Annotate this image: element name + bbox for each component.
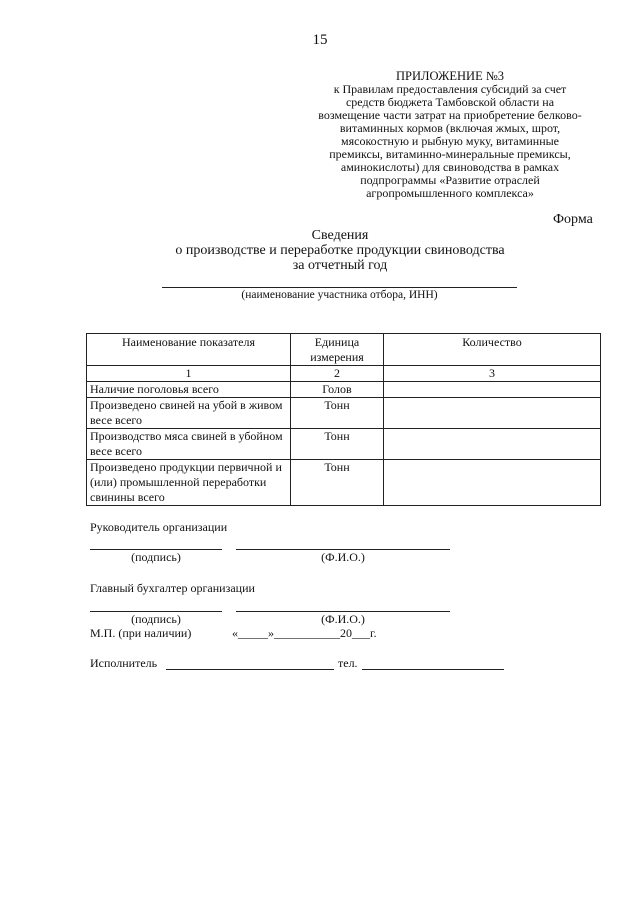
indicator-quantity[interactable] <box>384 460 601 506</box>
appendix-line: аминокислоты) для свиноводства в рамках <box>340 160 560 174</box>
column-number: 1 <box>87 366 291 382</box>
indicator-unit: Тонн <box>291 398 384 429</box>
participant-caption: (наименование участника отбора, ИНН) <box>241 289 438 301</box>
table-row <box>87 382 601 398</box>
document-title-line: Сведения <box>311 228 369 243</box>
appendix-line: агропромышленного комплекса» <box>366 186 534 200</box>
table-row <box>87 429 601 460</box>
indicator-quantity[interactable] <box>384 382 601 398</box>
phone-label: тел. <box>338 656 358 670</box>
appendix-line: возмещение части затрат на приобретение белково- <box>318 108 582 122</box>
head-label: Руководитель организации <box>90 520 228 534</box>
indicator-name: Произведено свиней на убой в живом весе всего <box>87 398 291 429</box>
column-number: 2 <box>291 366 384 382</box>
table-row <box>87 460 601 506</box>
document-title-line: за отчетный год <box>292 258 388 273</box>
form-label: Форма <box>553 212 593 227</box>
head-name-caption: (Ф.И.О.) <box>321 550 365 564</box>
appendix-header <box>300 70 600 200</box>
accountant-label: Главный бухгалтер организации <box>90 581 255 595</box>
indicator-unit: Голов <box>291 382 384 398</box>
column-number-row <box>87 366 601 382</box>
accountant-signature-caption: (подпись) <box>131 612 181 626</box>
appendix-line: средств бюджета Тамбовской области на <box>345 95 555 109</box>
indicator-quantity[interactable] <box>384 429 601 460</box>
page-number: 15 <box>312 32 328 48</box>
appendix-line: подпрограммы «Развитие отраслей <box>360 173 540 187</box>
document-title-line: о производстве и переработке продукции свиноводства <box>175 243 505 258</box>
document-title <box>0 228 640 273</box>
indicators-table <box>86 333 601 506</box>
column-number: 3 <box>384 366 601 382</box>
column-header-quantity: Количество <box>384 334 601 366</box>
appendix-line: витаминных кормов (включая жмых, шрот, <box>339 121 561 135</box>
indicator-unit: Тонн <box>291 429 384 460</box>
participant-name-field[interactable] <box>162 287 517 288</box>
appendix-line: мясокостную и рыбную муку, витаминные <box>341 134 559 148</box>
indicator-name: Произведено продукции первичной и (или) промышленной переработки свинины всего <box>87 460 291 506</box>
executor-label: Исполнитель <box>90 656 158 670</box>
table-header-row <box>87 334 601 366</box>
column-header-name: Наименование показателя <box>87 334 291 366</box>
appendix-line: премиксы, витаминно-минеральные премиксы, <box>329 147 571 161</box>
table-row <box>87 398 601 429</box>
indicator-name: Наличие поголовья всего <box>87 382 291 398</box>
executor-field[interactable] <box>166 669 334 670</box>
indicator-name: Производство мяса свиней в убойном весе всего <box>87 429 291 460</box>
date-field[interactable]: «_____»___________20___г. <box>232 626 377 640</box>
indicator-quantity[interactable] <box>384 398 601 429</box>
seal-label: М.П. (при наличии) <box>90 626 192 640</box>
head-signature-caption: (подпись) <box>131 550 181 564</box>
phone-field[interactable] <box>362 669 504 670</box>
appendix-line: к Правилам предоставления субсидий за счет <box>333 82 567 96</box>
accountant-name-caption: (Ф.И.О.) <box>321 612 365 626</box>
column-header-unit: Единица измерения <box>291 334 384 366</box>
appendix-title: ПРИЛОЖЕНИЕ №3 <box>395 69 505 83</box>
indicator-unit: Тонн <box>291 460 384 506</box>
